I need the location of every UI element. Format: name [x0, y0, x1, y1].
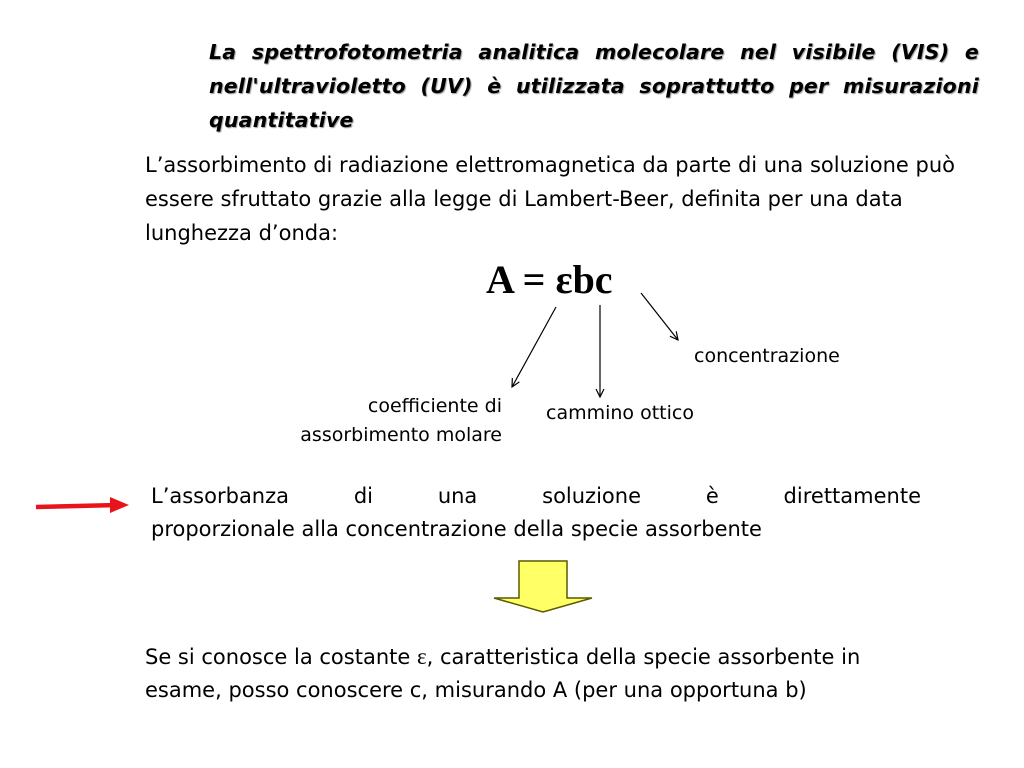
epsilon-symbol: ε	[416, 644, 427, 669]
lambert-beer-formula: A = εbc	[486, 257, 613, 302]
path-length-label: cammino ottico	[546, 402, 694, 424]
intro-text: L’assorbimento di radiazione elettromagnetica da parte di una soluzione può essere sfruttato grazie alla legge di Lambert-Beer, definita per una data lunghezza d’onda:	[145, 153, 955, 245]
molar-absorptivity-label-line1: coefficiente di	[367, 395, 502, 417]
key-statement-line1: L’assorbanza di una soluzione è direttamente	[151, 484, 921, 508]
conclusion-text-end: , caratteristica della specie assorbente in esame, posso conoscere c, misurando A (per una opportuna b)	[145, 645, 861, 702]
molar-absorptivity-label	[300, 392, 502, 450]
key-statement-line2: proporzionale alla concentrazione della specie assorbente	[151, 517, 762, 541]
arrow-to-concentration	[641, 293, 678, 340]
slide-title: La spettrofotometria analitica molecolare nel visibile (VIS) e nell'ultravioletto (UV) è utilizzata soprattutto per misurazioni quantitative	[209, 40, 979, 132]
key-statement	[151, 480, 921, 546]
red-pointer-arrow-icon	[36, 497, 129, 513]
conclusion-text	[145, 640, 925, 707]
yellow-down-arrow-icon	[494, 561, 592, 612]
molar-absorptivity-label-line2: assorbimento molare	[300, 424, 502, 446]
arrow-to-coefficient	[512, 307, 556, 387]
concentration-label: concentrazione	[694, 345, 840, 367]
conclusion-text-start: Se si conosce la costante	[145, 645, 417, 669]
